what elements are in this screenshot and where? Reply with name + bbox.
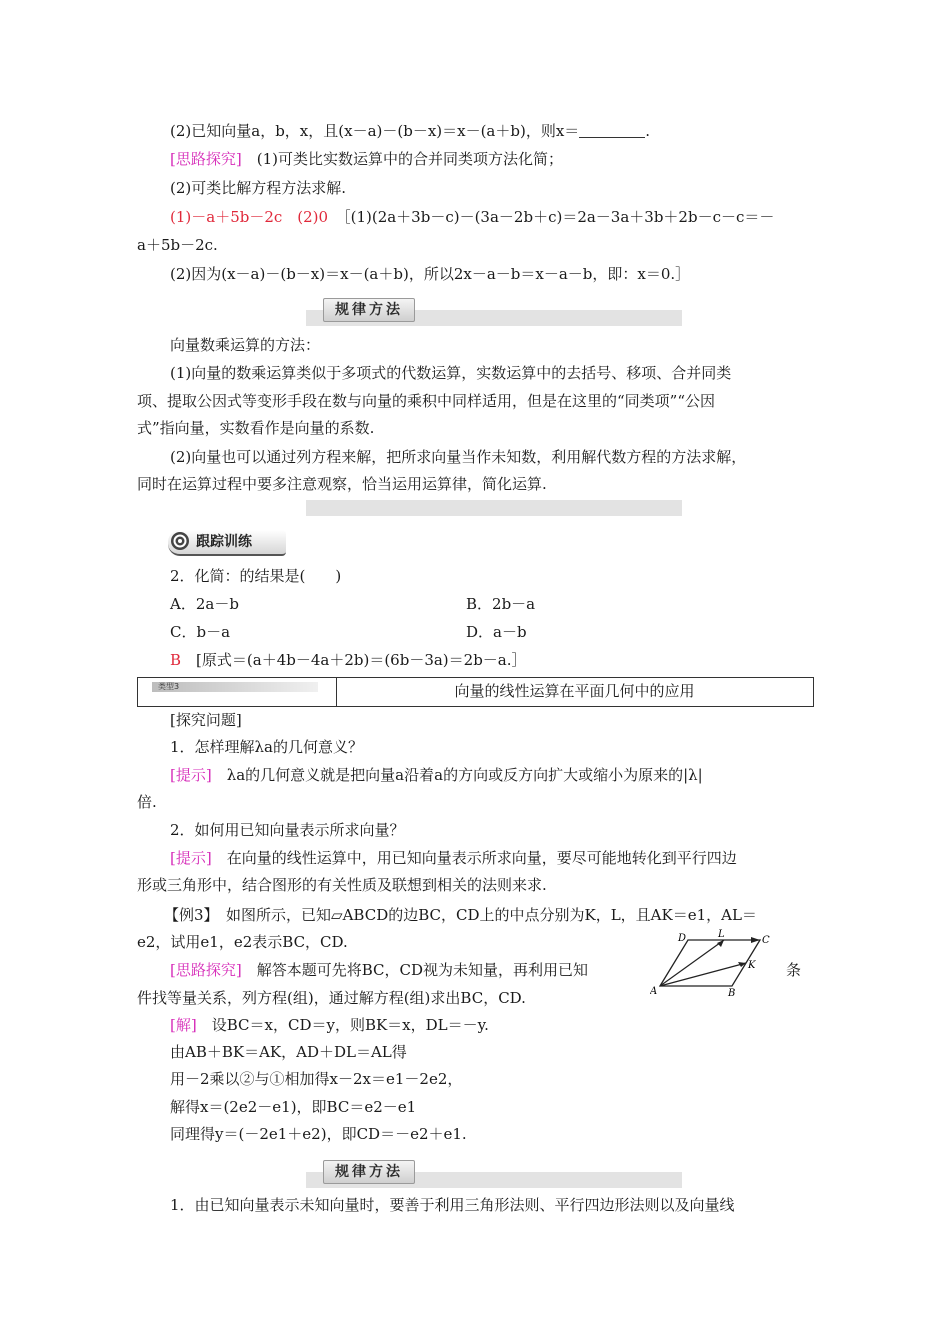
- option-a: A．2a－b: [170, 595, 239, 613]
- tip-1-tag: [提示]: [170, 766, 212, 784]
- solution-line-2: 由AB＋BK＝AK，AD＋DL＝AL得: [170, 1043, 407, 1061]
- method-label-2: 规律方法: [323, 1160, 415, 1184]
- target-icon: [170, 531, 190, 551]
- hint-3-text-end: 条: [786, 961, 802, 979]
- method-intro: 向量数乘运算的方法：: [170, 336, 321, 354]
- solution-line-4: 解得x＝(2e2－e1)，即BC＝e2－e1: [170, 1098, 417, 1116]
- answer-2-line: [170, 647, 527, 673]
- method-2-line-a: (2)向量也可以通过列方程来解，把所求向量当作未知数，利用解代数方程的方法求解，: [170, 448, 747, 466]
- solution-line-5: 同理得y＝(－2e1＋e2)，即CD＝－e2＋e1.: [170, 1125, 467, 1143]
- hint-3-line: [170, 957, 588, 983]
- answer-explanation: ［(1)(2a＋3b－c)－(3a－2b＋c)＝2a－3a＋3b＋2b－c－c＝－: [343, 208, 775, 226]
- solution-text-1: 设BC＝x，CD＝y，则BK＝x，DL＝－y.: [211, 1016, 489, 1034]
- label-a: A: [650, 986, 658, 997]
- example-3-line-b: e2，试用e1，e2表示BC，CD.: [137, 933, 348, 951]
- method-label-1: 规律方法: [323, 298, 415, 322]
- hint-line-1: [170, 146, 563, 172]
- period: .: [645, 122, 651, 140]
- tip-2-tag: [提示]: [170, 849, 212, 867]
- option-c: C．b－a: [170, 623, 231, 641]
- type-3-tag: 类型3: [152, 682, 318, 692]
- answer-2-key: B: [170, 651, 182, 669]
- hint-tag: [思路探究]: [170, 150, 242, 168]
- answer-2-text: [原式＝(a＋4b－4a＋2b)＝(6b－3a)＝2b－a.］: [196, 651, 527, 669]
- option-d: D．a－b: [466, 623, 527, 641]
- label-c: C: [762, 935, 770, 946]
- solution-line-1: [170, 1012, 489, 1038]
- parallelogram-figure: [650, 928, 775, 998]
- answer-blank: [579, 121, 645, 138]
- hint-3-text: 解答本题可先将BC，CD视为未知量，再利用已知: [256, 961, 589, 979]
- tip-2-continued: 形或三角形中，结合图形的有关性质及联想到相关的法则来求.: [137, 876, 547, 894]
- example-3-line-a: 【例3】 如图所示，已知▱ABCD的边BC，CD上的中点分别为K，L，且AK＝e1，AL＝: [164, 906, 757, 924]
- tip-1-text: λa的几何意义就是把向量a沿着a的方向或反方向扩大或缩小为原来的|λ|: [226, 766, 703, 784]
- track-training-label: 跟踪训练: [196, 534, 252, 550]
- type-3-header: [137, 677, 814, 707]
- option-b: B．2b－a: [466, 595, 536, 613]
- answer-line-2: a＋5b－2c.: [137, 236, 218, 254]
- solution-line-3: 用－2乘以②与①相加得x－2x＝e1－2e2，: [170, 1070, 463, 1088]
- method-band-end: [306, 500, 682, 516]
- tip-2-text: 在向量的线性运算中，用已知向量表示所求向量，要尽可能地转化到平行四边: [226, 849, 737, 867]
- method-2-line-b: 同时在运算过程中要多注意观察，恰当运用运算律，简化运算.: [137, 475, 547, 493]
- solution-tag: [解]: [170, 1016, 197, 1034]
- problem-2-line: [170, 118, 650, 144]
- problem-2-text: (2)已知向量a，b，x，且(x－a)－(b－x)＝x－(a＋b)，则x＝: [170, 122, 580, 140]
- method-summary-line: 1．由已知向量表示未知向量时，要善于利用三角形法则、平行四边形法则以及向量线: [170, 1196, 735, 1214]
- question-2: 2．化简：的结果是( ): [170, 567, 342, 585]
- answer-line-3: (2)因为(x－a)－(b－x)＝x－(a＋b)，所以2x－a－b＝x－a－b，即：x＝0.］: [170, 265, 691, 283]
- label-l: L: [718, 929, 725, 940]
- tip-2-line: [170, 845, 737, 871]
- explore-question-1: 1．怎样理解λa的几何意义？: [170, 738, 363, 756]
- hint-line-2: (2)可类比解方程方法求解.: [170, 179, 347, 197]
- tip-1-continued: 倍.: [137, 793, 157, 811]
- explore-question-2: 2．如何用已知向量表示所求向量？: [170, 821, 405, 839]
- type-3-title: 向量的线性运算在平面几何中的应用: [454, 682, 695, 700]
- label-k: K: [748, 960, 756, 971]
- hint-text: (1)可类比实数运算中的合并同类项方法化简；: [256, 150, 563, 168]
- answer-line-1: [170, 204, 774, 230]
- explore-questions-heading: [探究问题]: [170, 711, 242, 729]
- label-b: B: [728, 988, 736, 998]
- hint-3-tag: [思路探究]: [170, 961, 242, 979]
- method-1-line-a: (1)向量的数乘运算类似于多项式的代数运算，实数运算中的去括号、移项、合并同类: [170, 364, 732, 382]
- tip-1-line: [170, 762, 703, 788]
- method-1-line-c: 式”指向量，实数看作是向量的系数.: [137, 419, 375, 437]
- type-3-tag-cell: [138, 678, 337, 706]
- answer-key: (1)－a＋5b－2c (2)0: [170, 208, 329, 226]
- track-training-badge: [168, 530, 286, 556]
- method-1-line-b: 项、提取公因式等变形手段在数与向量的乘积中同样适用，但是在这里的“同类项”“公因: [137, 392, 716, 410]
- label-d: D: [678, 933, 687, 944]
- hint-3-continued: 件找等量关系，列方程(组)，通过解方程(组)求出BC，CD.: [137, 989, 526, 1007]
